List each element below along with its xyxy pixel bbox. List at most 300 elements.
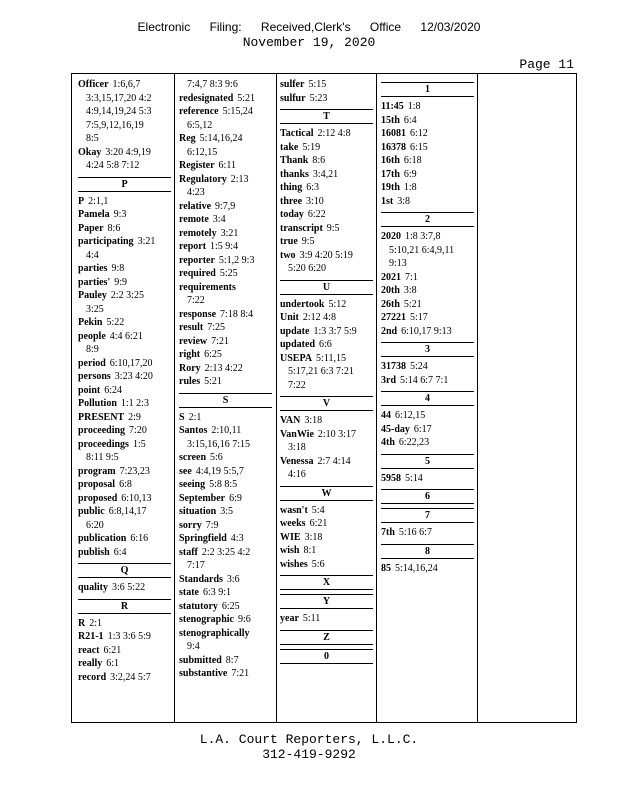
page-refs: 6:24 (104, 384, 123, 396)
index-word: publish (78, 546, 110, 558)
index-word: Reg (179, 133, 196, 144)
index-entry (280, 208, 373, 222)
index-word: response (179, 308, 217, 320)
page-refs: 7:25 (207, 322, 226, 333)
index-word: updated (280, 339, 316, 350)
index-entry (179, 240, 272, 254)
page-refs: 2:10 3:17 (317, 428, 356, 440)
page-refs-cont: 4:23 (187, 187, 205, 198)
index-word: Pamela (78, 209, 110, 220)
index-entry (179, 78, 272, 92)
page-refs-cont: 5:20 6:20 (288, 263, 327, 274)
index-entry (280, 298, 373, 312)
index-entry (78, 289, 171, 316)
index-word: report (179, 241, 207, 252)
page-refs: 5:17 (410, 312, 428, 323)
index-word: program (78, 465, 116, 477)
index-word: relative (179, 200, 212, 212)
index-entry (78, 532, 171, 546)
index-word: wishes (280, 558, 308, 570)
index-entry (280, 612, 373, 626)
index-word: see (179, 465, 192, 477)
index-word: parties' (78, 276, 111, 288)
index-word: P (78, 195, 85, 207)
page-refs-cont: 9:13 (389, 258, 407, 269)
index-entry (179, 478, 272, 492)
page-refs: 1:5 9:4 (210, 241, 239, 252)
page-refs: 3:10 (306, 195, 324, 207)
page-refs: 6:22,23 (398, 437, 430, 448)
page-refs: 6:16 (130, 533, 149, 544)
page-refs: 6:4 (113, 546, 127, 558)
filing-stamp-word: Received,Clerk's (260, 20, 351, 34)
index-word: S (179, 411, 185, 423)
page-refs: 8:7 (225, 654, 239, 666)
page-refs: 5:15,24 (222, 106, 253, 117)
index-entry (78, 208, 171, 222)
page-refs: 1:5 (132, 438, 146, 450)
index-word: 44 (381, 410, 391, 421)
index-entry (179, 613, 272, 627)
page-refs-cont: 7:4,7 8:3 9:6 (187, 79, 238, 90)
section-letter: Q (78, 563, 171, 578)
index-entry (78, 657, 171, 671)
index-word: react (78, 644, 100, 656)
index-entry (78, 424, 171, 438)
page-refs: 6:25 (221, 600, 240, 612)
index-entry (381, 141, 474, 155)
page-refs-cont: 3:18 (288, 442, 306, 453)
index-word: undertook (280, 298, 325, 310)
index-word: stenographically (179, 627, 250, 639)
page-refs: 7:1 (405, 271, 418, 283)
index-entry (78, 357, 171, 371)
page-refs-cont: 4:4 (86, 249, 99, 261)
index-word: VanWie (280, 428, 314, 440)
section-letter: T (280, 109, 373, 124)
index-entry (179, 654, 272, 668)
page-refs: 5:21 (204, 376, 222, 387)
index-entry (280, 168, 373, 182)
index-entry (78, 411, 171, 425)
index-entry (179, 465, 272, 479)
page-refs-cont: 4:24 5:8 7:12 (86, 160, 140, 171)
index-word: proceeding (78, 425, 126, 436)
index-word: 19th (381, 182, 400, 193)
section-letter: R (78, 599, 171, 614)
page-refs-cont: 6:5,12 (187, 119, 213, 131)
page-refs: 3:4,21 (312, 168, 339, 180)
index-entry (78, 438, 171, 465)
page-refs: 3:20 4:9,19 (105, 146, 151, 158)
index-entry (280, 517, 373, 531)
filing-stamp-word: 12/03/2020 (420, 20, 481, 34)
index-word: transcript (280, 222, 323, 234)
index-word: 17th (381, 168, 400, 180)
index-word: 15th (381, 114, 400, 126)
index-entry (179, 519, 272, 533)
page-refs: 9:7,9 (215, 200, 236, 212)
index-word: remotely (179, 227, 217, 239)
page-refs: 5:25 (219, 268, 238, 279)
index-entry (78, 478, 171, 492)
page-refs-cont: 8:11 9:5 (86, 452, 119, 463)
page-refs: 4:4 6:21 (109, 330, 143, 342)
section-letter: 0 (280, 649, 373, 664)
index-entry (78, 546, 171, 560)
index-entry (381, 562, 474, 576)
index-word: R21-1 (78, 631, 104, 642)
page-refs: 5:16 6:7 (398, 527, 432, 538)
page-refs-cont: 3:15,16,16 7:15 (187, 438, 251, 450)
page-refs: 8:6 (107, 222, 121, 234)
index-entry (179, 335, 272, 349)
index-entry (179, 600, 272, 614)
index-word: substantive (179, 668, 228, 679)
index-word: really (78, 658, 103, 669)
index-word: 2021 (381, 271, 401, 283)
page-refs: 5:23 (309, 92, 328, 104)
index-entry (179, 586, 272, 600)
index-entry (280, 531, 373, 545)
index-word: update (280, 325, 310, 337)
index-word: 4th (381, 437, 395, 448)
index-entry (78, 330, 171, 357)
index-entry (280, 558, 373, 572)
index-entry (78, 276, 171, 290)
index-word: Pauley (78, 290, 107, 301)
column-divider (477, 73, 478, 723)
index-entry (381, 360, 474, 374)
page-refs: 3:4 (212, 214, 226, 225)
index-word: Pekin (78, 317, 103, 328)
page-refs: 5:4 (311, 504, 325, 516)
page-refs: 7:9 (205, 519, 219, 531)
index-word: Unit (280, 312, 299, 323)
page-refs-cont: 6:20 (86, 519, 104, 531)
index-word: screen (179, 452, 207, 463)
page-refs: 6:3 (306, 182, 320, 193)
page-refs-cont: 5:10,21 6:4,9,11 (389, 244, 455, 256)
page-refs-cont: 7:17 (187, 560, 205, 571)
page-refs: 2:9 (128, 411, 141, 423)
index-entry (179, 227, 272, 241)
page-refs: 6:8,14,17 (108, 506, 147, 517)
index-word: true (280, 236, 298, 247)
page-refs: 5:24 (410, 361, 428, 372)
page-refs: 5:6 (210, 452, 223, 463)
index-entry (78, 235, 171, 262)
page-refs: 5:12 (328, 298, 347, 310)
index-word: seeing (179, 479, 206, 490)
page-refs: 2:1,1 (88, 195, 109, 207)
page-refs: 5:14 6:7 7:1 (400, 374, 449, 386)
index-entry (78, 617, 171, 631)
index-word: record (78, 671, 107, 683)
index-entry (381, 154, 474, 168)
page-refs: 6:9 (229, 492, 242, 504)
index-word: Officer (78, 79, 109, 90)
index-word: 2nd (381, 325, 398, 337)
index-word: 1st (381, 195, 394, 207)
page-refs: 5:11,15 (316, 352, 346, 364)
page-refs: 5:15 (308, 79, 327, 90)
index-word: rules (179, 376, 201, 387)
filing-stamp-word: Filing: (209, 20, 242, 34)
index-word: reference (179, 106, 219, 117)
page-refs: 6:25 (204, 349, 222, 360)
index-word: 16081 (381, 128, 406, 139)
index-entry (381, 298, 474, 312)
index-entry (179, 173, 272, 200)
index-word: three (280, 195, 303, 207)
index-entry (179, 348, 272, 362)
page-refs: 2:2 3:25 4:2 (201, 546, 251, 558)
section-letter: U (280, 280, 373, 295)
page-refs-cont: 3:25 (86, 303, 104, 315)
footer (0, 732, 618, 762)
index-entry (179, 92, 272, 106)
page-refs: 2:12 4:8 (302, 312, 336, 323)
page-refs: 1:6,6,7 (112, 79, 141, 90)
page-refs: 6:10,13 (121, 492, 152, 504)
page-refs: 6:21 (103, 644, 122, 656)
page-refs: 5:21 (237, 92, 256, 104)
page-refs: 2:1 (188, 411, 202, 423)
index-word: point (78, 384, 101, 396)
page-refs: 7:21 (211, 335, 229, 347)
page-refs-cont: 5:17,21 6:3 7:21 (288, 366, 354, 377)
page-refs: 7:21 (231, 668, 250, 679)
index-entry (78, 222, 171, 236)
section-letter: 5 (381, 454, 474, 469)
index-entry (280, 141, 373, 155)
transcript-date: November 19, 2020 (242, 35, 376, 50)
index-word: WIE (280, 531, 301, 543)
index-entry (179, 132, 272, 159)
index-entry (280, 325, 373, 339)
index-word: Standards (179, 573, 223, 585)
index-word: people (78, 330, 106, 342)
page-refs: 3:9 4:20 5:19 (299, 249, 353, 261)
page-refs: 1:8 3:7,8 (405, 231, 441, 242)
index-word: submitted (179, 654, 222, 666)
index-word: Rory (179, 362, 201, 374)
index-word: redesignated (179, 92, 234, 104)
index-entry (78, 644, 171, 658)
index-word: publication (78, 533, 127, 544)
index-entry (381, 271, 474, 285)
index-entry (78, 581, 171, 595)
index-word: reporter (179, 254, 215, 266)
page-refs: 5:1,2 9:3 (218, 254, 255, 266)
index-entry (179, 267, 272, 281)
index-entry (78, 492, 171, 506)
index-entry (179, 667, 272, 681)
index-entry (280, 92, 373, 106)
reporter-name: L.A. Court Reporters, L.L.C. (199, 732, 419, 747)
index-word: 85 (381, 562, 391, 574)
page-refs: 6:12,15 (395, 410, 426, 421)
page-refs: 3:5 (220, 506, 234, 517)
index-word: Springfield (179, 533, 227, 544)
page-refs: 5:14,16,24 (199, 133, 243, 144)
section-letter: P (78, 177, 171, 192)
index-entry (381, 472, 474, 486)
page-refs: 6:15 (410, 141, 428, 153)
index-word: sorry (179, 519, 202, 531)
index-entry (280, 235, 373, 249)
index-entry (381, 409, 474, 423)
index-entry (179, 424, 272, 451)
index-entry (179, 411, 272, 425)
index-word: R (78, 617, 86, 629)
index-word: state (179, 587, 199, 598)
page-refs: 3:18 (304, 531, 323, 543)
page-refs: 3:8 (403, 285, 417, 296)
index-word: 20th (381, 285, 400, 296)
page-refs: 6:3 9:1 (203, 587, 232, 598)
index-word: 2020 (381, 231, 401, 242)
index-entry (381, 230, 474, 271)
index-word: Santos (179, 425, 208, 436)
page-refs: 1:3 3:7 5:9 (313, 325, 357, 337)
page-refs: 9:3 (113, 209, 127, 220)
page-refs: 1:1 2:3 (120, 398, 149, 409)
page-refs-cont: 7:22 (187, 295, 205, 306)
index-word: period (78, 357, 106, 369)
page-refs-cont: 4:16 (288, 469, 306, 480)
index-word: Venessa (280, 455, 314, 467)
index-entry (78, 671, 171, 685)
index-entry (78, 465, 171, 479)
page-refs: 4:3 (230, 533, 244, 544)
page-refs: 5:11 (302, 613, 321, 624)
index-word: 26th (381, 298, 400, 310)
index-word: result (179, 322, 204, 333)
index-entry (280, 181, 373, 195)
index-entry (280, 78, 373, 92)
index-entry (381, 181, 474, 195)
page-refs: 1:8 (403, 182, 417, 193)
index-entry (179, 321, 272, 335)
page-refs-cont: 8:5 (86, 133, 99, 144)
index-word: sulfur (280, 92, 306, 104)
page-refs: 5:19 (302, 141, 321, 153)
page-refs: 2:13 4:22 (204, 362, 243, 374)
filing-stamp-word: Office (369, 20, 402, 34)
section-letter: W (280, 486, 373, 501)
page-refs: 5:14 (405, 472, 423, 484)
index-entry (280, 338, 373, 352)
index-word: USEPA (280, 352, 313, 364)
index-word: 7th (381, 527, 395, 538)
section-letter: Y (280, 594, 373, 609)
index-entry (179, 105, 272, 132)
index-entry (179, 254, 272, 268)
index-word: 3rd (381, 374, 396, 386)
page-refs: 3:6 5:22 (112, 582, 146, 593)
index-word: Register (179, 160, 215, 171)
index-word: year (280, 613, 299, 624)
index-entry (280, 352, 373, 393)
page-refs: 6:18 (403, 155, 422, 166)
index-entry (179, 627, 272, 654)
index-word: persons (78, 371, 111, 382)
index-word: Thank (280, 155, 309, 166)
index-word: required (179, 268, 216, 279)
index-entry (179, 362, 272, 376)
index-word: requirements (179, 281, 236, 293)
index-word: stenographic (179, 614, 234, 625)
index-word: today (280, 209, 304, 220)
column-divider (276, 73, 277, 723)
index-word: sulfer (280, 79, 305, 90)
index-word: quality (78, 582, 109, 593)
index-word: remote (179, 214, 209, 225)
page-refs: 6:9 (403, 168, 417, 180)
index-entry (280, 154, 373, 168)
index-word: take (280, 141, 299, 153)
index-entry (381, 127, 474, 141)
index-entry (78, 630, 171, 644)
page-refs: 2:1 (89, 617, 103, 629)
index-column (78, 78, 171, 684)
index-entry (280, 544, 373, 558)
index-word: statutory (179, 600, 218, 612)
index-entry (381, 284, 474, 298)
page-refs: 1:3 3:6 5:9 (107, 631, 151, 642)
index-entry (179, 505, 272, 519)
index-entry (179, 200, 272, 214)
index-entry (381, 423, 474, 437)
index-word: Paper (78, 222, 104, 234)
page-refs: 3:2,24 5:7 (110, 671, 151, 683)
index-entry (179, 451, 272, 465)
index-word: 31738 (381, 361, 406, 372)
index-word: proposal (78, 479, 116, 490)
section-letter: 3 (381, 342, 474, 357)
index-column (381, 78, 474, 575)
section-letter: Z (280, 630, 373, 645)
index-entry (280, 222, 373, 236)
page-refs: 6:22 (307, 209, 326, 220)
page-refs: 9:6 (238, 614, 251, 625)
section-letter: 4 (381, 391, 474, 406)
page-refs-cont: 7:5,9,12,16,19 (86, 119, 144, 131)
index-entry (78, 316, 171, 330)
index-word: situation (179, 506, 217, 517)
page-refs: 8:1 (303, 545, 317, 556)
page-refs: 3:23 4:20 (114, 371, 153, 382)
page-refs-cont: 4:9,14,19,24 5:3 (86, 106, 152, 117)
page-refs-cont: 3:3,15,17,20 4:2 (86, 92, 152, 104)
index-entry (381, 168, 474, 182)
index-word: weeks (280, 518, 306, 529)
page-refs: 9:5 (301, 236, 315, 247)
section-letter: X (280, 575, 373, 590)
index-word: review (179, 335, 208, 347)
index-word: wasn't (280, 504, 308, 516)
index-word: participating (78, 236, 134, 247)
index-entry (381, 325, 474, 339)
page-refs: 6:6 (319, 339, 332, 350)
section-letter: S (179, 393, 272, 408)
index-entry (78, 262, 171, 276)
page-refs: 5:6 (311, 558, 325, 570)
page-refs: 9:9 (114, 276, 127, 288)
page-refs: 6:11 (218, 160, 236, 171)
